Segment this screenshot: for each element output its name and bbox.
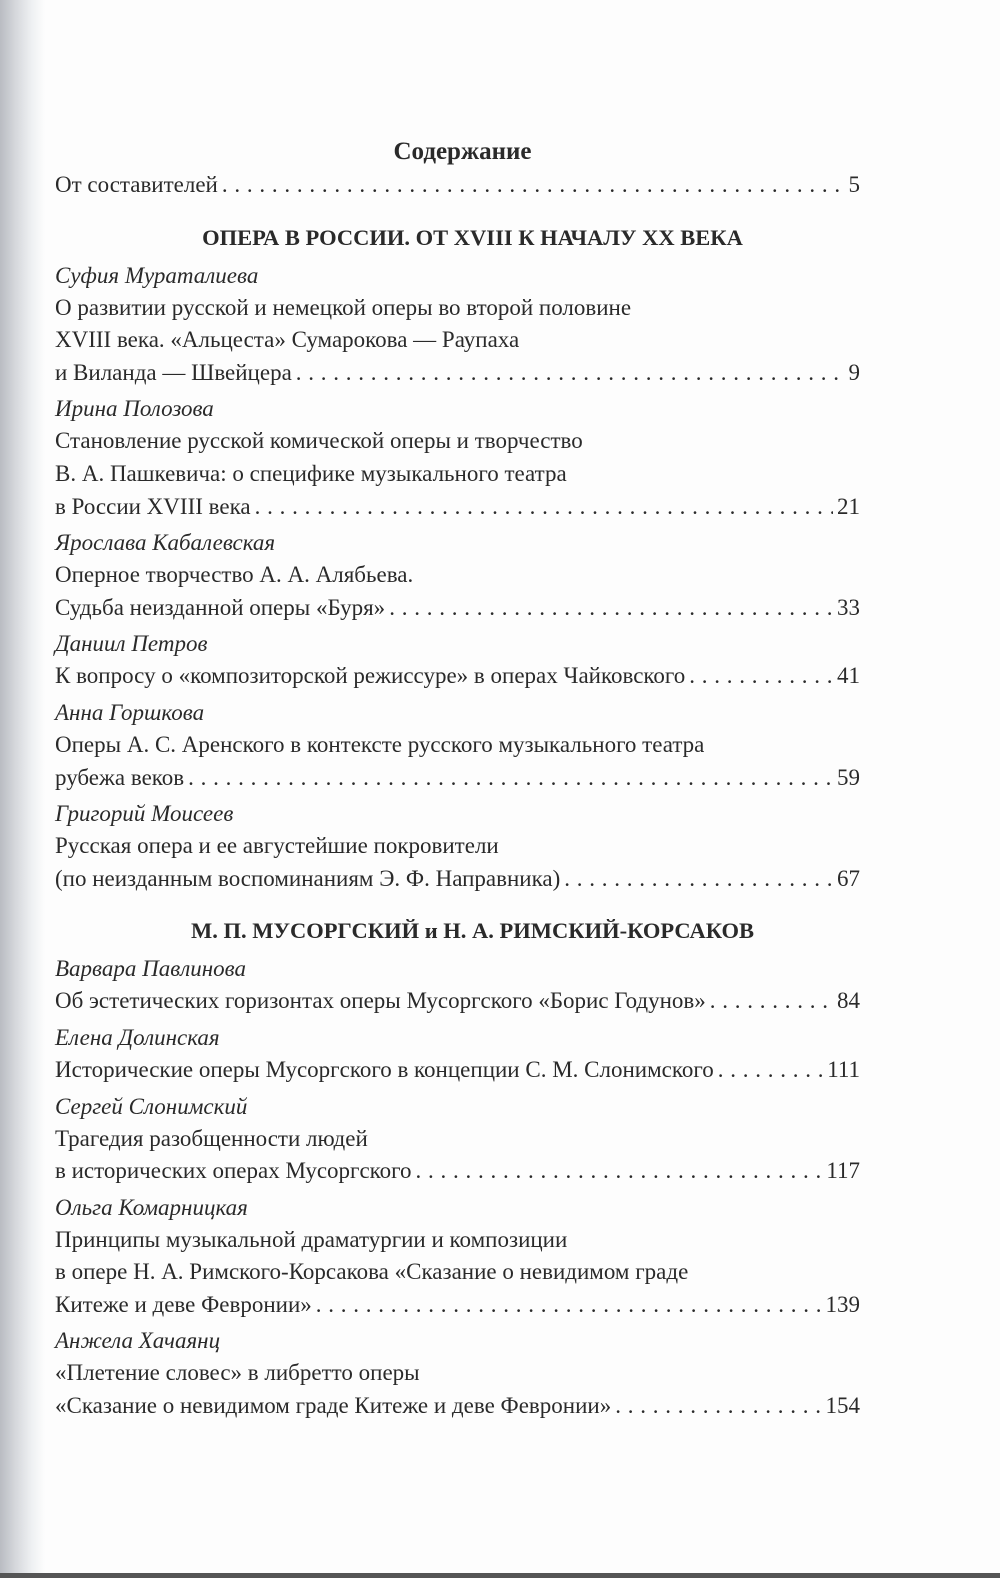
entry-title-line: Трагедия разобщенности людей [55, 1125, 368, 1151]
entry-author: Ольга Комарницкая [55, 1194, 248, 1220]
entry-author: Ирина Полозова [55, 396, 214, 422]
page-number: 21 [837, 493, 860, 519]
page-number: 84 [837, 988, 860, 1014]
entry-author: Варвара Павлинова [55, 956, 246, 982]
section-heading: М. П. МУСОРГСКИЙ и Н. А. РИМСКИЙ-КОРСАКОВ [191, 918, 754, 944]
entry-title-line: Исторические оперы Мусоргского в концепции С. М. Слонимского [55, 1056, 714, 1082]
entry-last-line [55, 491, 860, 524]
toc-entry [55, 1022, 860, 1087]
entry-title: От составителей [55, 172, 218, 197]
toc-entry [55, 1192, 860, 1322]
entry-title-line: Принципы музыкальной драматургии и композиции [55, 1226, 568, 1252]
entry-author: Григорий Моисеев [55, 801, 234, 827]
entry-title-line: XVIII века. «Альцеста» Сумарокова — Раупаха [55, 327, 520, 353]
entry-title-line: Об эстетических горизонтах оперы Мусоргского «Борис Годунов» [55, 988, 706, 1014]
page-number: 33 [837, 594, 860, 620]
entry-title-line: «Сказание о невидимом граде Китеже и деве Февронии» [55, 1393, 612, 1419]
entry-title-line: К вопросу о «композиторской режиссуре» в операх Чайковского [55, 663, 686, 689]
entry-title-line: и Виланда — Швейцера [55, 359, 292, 385]
dot-leader [222, 169, 845, 202]
entry-title-line: рубежа веков [55, 764, 185, 790]
entry-author: Сергей Слонимский [55, 1093, 248, 1119]
entry-title-line: Русская опера и ее августейшие покровители [55, 833, 499, 859]
entry-title-line: В. А. Пашкевича: о специфике музыкального театра [55, 460, 567, 486]
toc-entry [55, 697, 860, 794]
dot-leader [710, 985, 833, 1018]
entry-title-line: «Плетение словес» в либретто оперы [55, 1360, 420, 1386]
entry-title-line: в исторических операх Мусоргского [55, 1158, 412, 1184]
toc-section [55, 222, 860, 896]
page-title: Содержание [393, 138, 532, 165]
entry-title-line: Оперы А. С. Аренского в контексте русского музыкального театра [55, 731, 705, 757]
page-number: 5 [848, 172, 860, 197]
dot-leader [316, 1289, 822, 1322]
dot-leader [188, 762, 833, 795]
entry-title-line: Судьба неизданной оперы «Буря» [55, 594, 386, 620]
page-number: 9 [848, 359, 860, 385]
entry-last-line [55, 1155, 860, 1188]
entry-last-line [55, 863, 860, 896]
toc-entry [55, 953, 860, 1018]
toc-entry [55, 393, 860, 523]
table-of-contents [55, 135, 860, 1423]
page-number: 111 [827, 1056, 860, 1082]
entry-last-line [55, 762, 860, 795]
page-number: 41 [837, 663, 860, 689]
entry-author: Ярослава Кабалевская [55, 530, 276, 556]
entry-author: Анна Горшкова [55, 699, 205, 725]
dot-leader [615, 1390, 821, 1423]
entry-author: Суфия Мураталиева [55, 262, 259, 288]
dot-leader [296, 357, 845, 390]
page-number: 67 [837, 865, 860, 891]
dot-leader [416, 1155, 823, 1188]
section-heading: ОПЕРА В РОССИИ. ОТ XVIII К НАЧАЛУ XX ВЕКА [202, 224, 743, 250]
entry-title-line: Оперное творчество А. А. Алябьева. [55, 562, 414, 588]
entry-title-line: (по неизданным воспоминаниям Э. Ф. Направника) [55, 865, 561, 891]
entry-title-line: О развитии русской и немецкой оперы во второй половине [55, 294, 632, 320]
entry-title-line: Китеже и деве Февронии» [55, 1291, 312, 1317]
toc-entry-intro [55, 169, 860, 202]
toc-entry [55, 1091, 860, 1188]
dot-leader [718, 1054, 823, 1087]
toc-entry [55, 527, 860, 624]
toc-entry [55, 798, 860, 895]
book-spine-shadow [0, 0, 45, 1578]
dot-leader [689, 660, 833, 693]
entry-last-line [55, 660, 860, 693]
entry-title-line: Становление русской комической оперы и творчество [55, 428, 583, 454]
entry-last-line [55, 1390, 860, 1423]
toc-entry [55, 1325, 860, 1422]
dot-leader [255, 491, 833, 524]
entry-author: Елена Долинская [55, 1024, 220, 1050]
entry-title-line: в опере Н. А. Римского-Корсакова «Сказание о невидимом граде [55, 1259, 689, 1285]
entry-author: Анжела Хачаянц [55, 1328, 221, 1354]
toc-entry [55, 628, 860, 693]
page-number: 59 [837, 764, 860, 790]
entry-last-line [55, 985, 860, 1018]
page-number: 139 [825, 1291, 860, 1317]
entry-title-line: в России XVIII века [55, 493, 251, 519]
entry-last-line [55, 1289, 860, 1322]
page-number: 154 [825, 1393, 860, 1419]
toc-section [55, 915, 860, 1422]
entry-last-line [55, 357, 860, 390]
entry-author: Даниил Петров [55, 631, 208, 657]
dot-leader [389, 592, 833, 625]
dot-leader [564, 863, 833, 896]
page-number: 117 [826, 1158, 860, 1184]
scan-edge [0, 1573, 1000, 1578]
entry-last-line [55, 592, 860, 625]
entry-last-line [55, 1054, 860, 1087]
toc-entry [55, 260, 860, 390]
